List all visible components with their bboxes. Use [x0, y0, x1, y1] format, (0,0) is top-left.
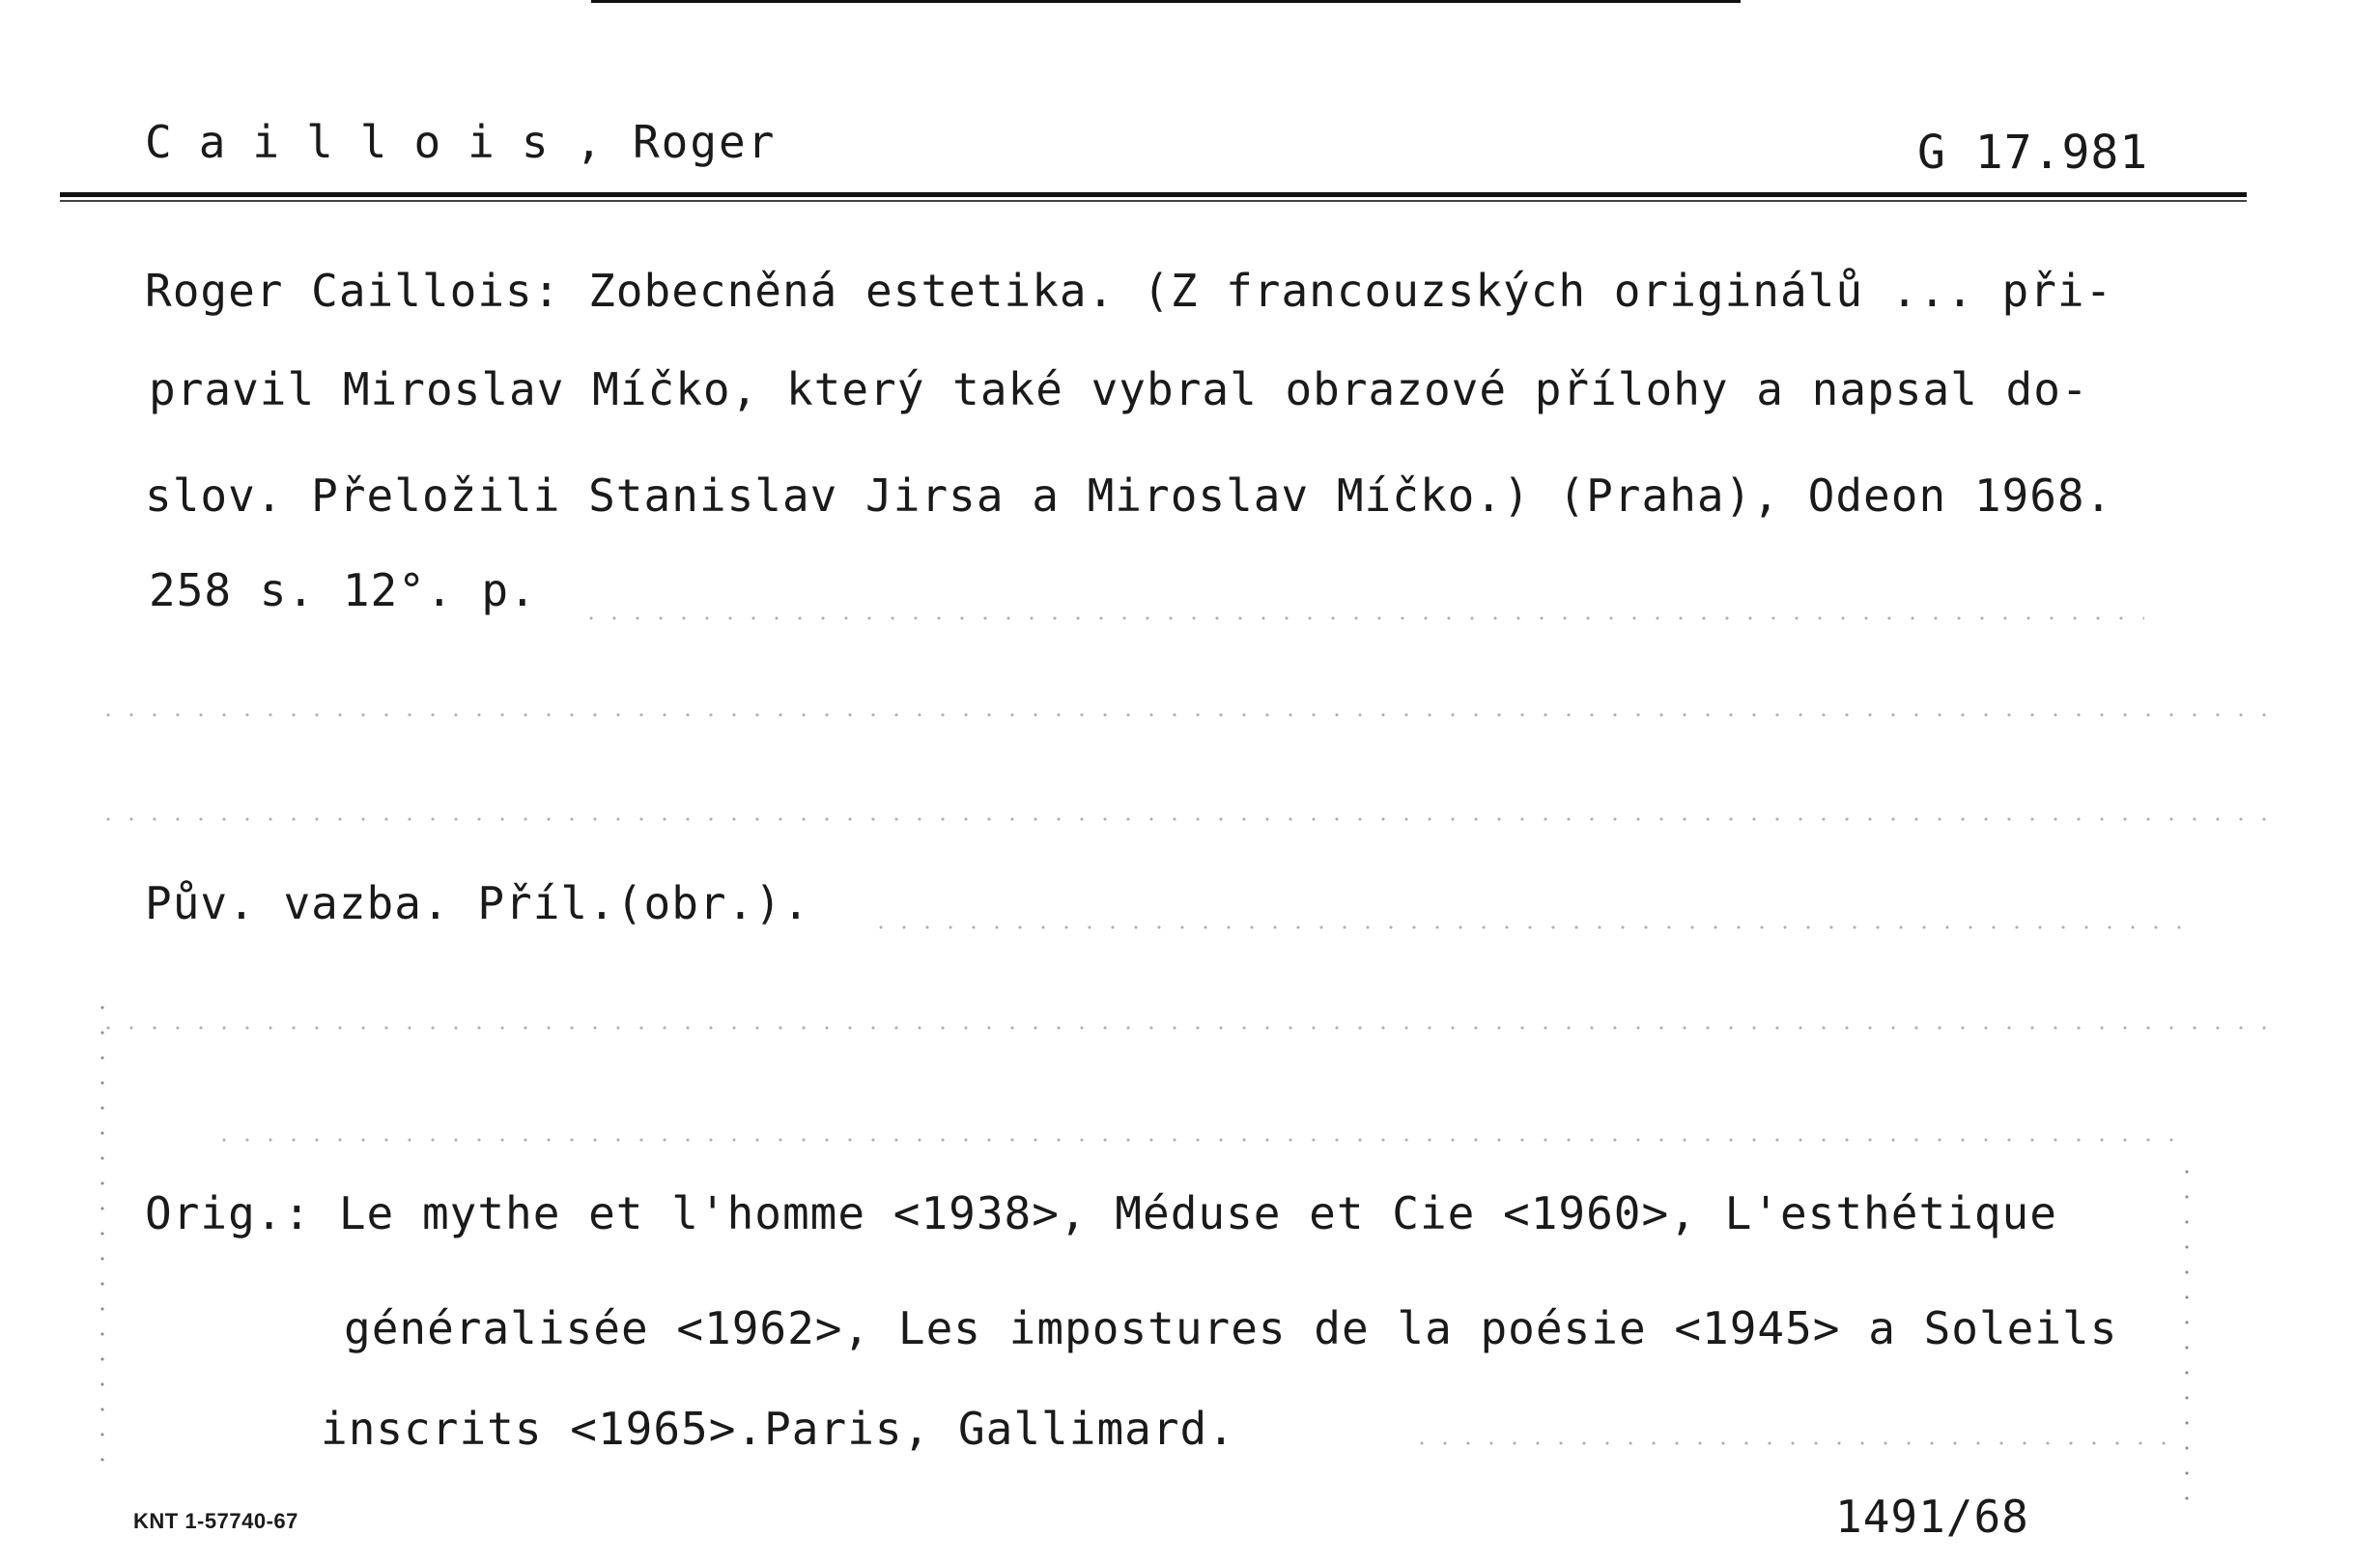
author-heading [145, 116, 777, 168]
print-code: KNT 1-57740-67 [133, 1509, 298, 1533]
original-titles-line-1: Orig.: Le mythe et l'homme <1938>, Méduse et Cie <1960>, L'esthétique [145, 1187, 2057, 1239]
heading-rule [60, 192, 2247, 197]
ruled-dots [1410, 1441, 2183, 1445]
accession-number: 1491/68 [1835, 1491, 2029, 1543]
shelfmark: G 17.981 [1917, 126, 2149, 180]
ruled-dots [97, 1026, 2280, 1030]
original-titles-line-3: inscrits <1965>.Paris, Gallimard. [321, 1403, 1235, 1455]
ruled-dots [869, 925, 2183, 929]
ruled-dots [212, 1138, 2183, 1142]
margin-dots [100, 995, 104, 1478]
binding-note: Pův. vazba. Příl.(obr.). [145, 877, 810, 929]
ruled-dots [97, 713, 2280, 717]
top-edge-rule [591, 0, 1741, 3]
ruled-dots [580, 616, 2144, 620]
original-titles-line-2: généralisée <1962>, Les impostures de la poésie <1945> a Soleils [344, 1302, 2118, 1354]
description-line-4: 258 s. 12°. p. [149, 564, 537, 616]
ruled-dots [97, 817, 2280, 821]
heading-rule-secondary [60, 200, 2247, 202]
author-surname: Caillois [145, 116, 576, 168]
description-line-3: slov. Přeložili Stanislav Jirsa a Miroslav Míčko.) (Praha), Odeon 1968. [145, 469, 2113, 522]
author-forename: , Roger [575, 116, 777, 168]
description-line-1: Roger Caillois: Zobecněná estetika. (Z francouzských originálů ... při- [145, 265, 2113, 317]
margin-dots [2185, 1159, 2189, 1507]
description-line-2: pravil Miroslav Míčko, který také vybral obrazové přílohy a napsal do- [149, 363, 2089, 415]
